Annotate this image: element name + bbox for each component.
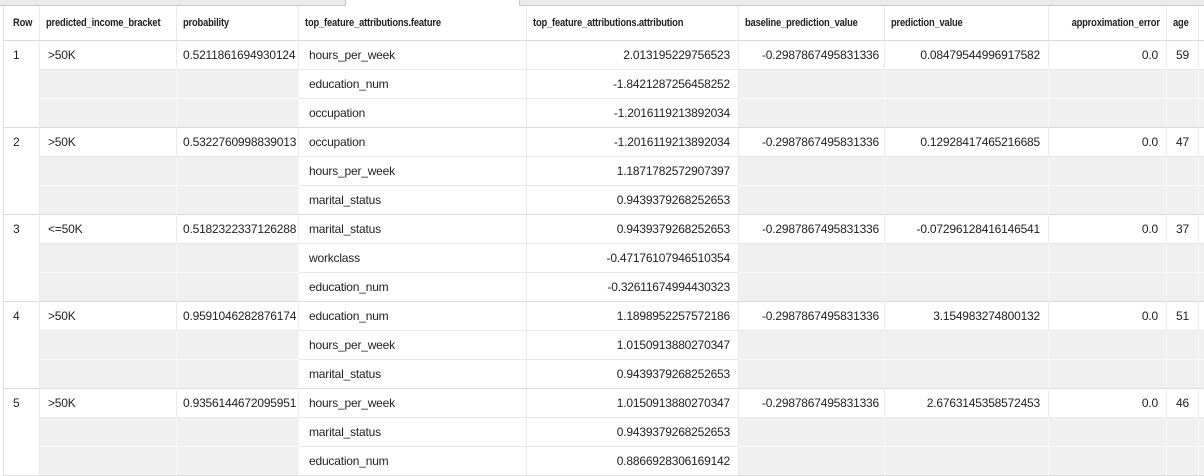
cell-predicted-income-bracket: >50K — [40, 389, 177, 418]
cell-overflow-sliver — [1199, 389, 1204, 418]
cell-age-null — [1167, 99, 1199, 128]
cell-prediction-null — [885, 331, 1049, 360]
cell-age-null — [1167, 273, 1199, 302]
cell-overflow-sliver — [1199, 215, 1204, 244]
cell-predicted-income-bracket-null — [40, 331, 177, 360]
header-feature — [299, 6, 527, 41]
cell-probability: 0.5322760998839013 — [177, 128, 299, 157]
cell-prediction-null — [885, 157, 1049, 186]
cell-attribution: 1.1898952257572186 — [527, 302, 739, 331]
cell-attribution: -0.47176107946510354 — [527, 244, 739, 273]
cell-probability-null — [177, 70, 299, 99]
cell-predicted-income-bracket-null — [40, 99, 177, 128]
cell-overflow-sliver — [1199, 99, 1204, 128]
table-body — [4, 41, 1204, 476]
cell-predicted-income-bracket: >50K — [40, 302, 177, 331]
cell-predicted-income-bracket-null — [40, 244, 177, 273]
cell-feature: workclass — [299, 244, 527, 273]
cell-baseline-prediction-value: -0.2987867495831336 — [739, 41, 885, 70]
cell-feature: education_num — [299, 302, 527, 331]
cell-baseline-null — [739, 157, 885, 186]
cell-row-number: 3 — [4, 215, 40, 302]
cell-attribution: -1.8421287256458252 — [527, 70, 739, 99]
cell-overflow-sliver — [1199, 41, 1204, 70]
cell-age-null — [1167, 244, 1199, 273]
cell-overflow-sliver — [1199, 70, 1204, 99]
cell-baseline-null — [739, 273, 885, 302]
cell-predicted-income-bracket-null — [40, 70, 177, 99]
header-label: prediction_value — [891, 17, 963, 29]
table-row — [4, 389, 1204, 418]
cell-overflow-sliver — [1199, 418, 1204, 447]
cell-feature: hours_per_week — [299, 389, 527, 418]
cell-approximation-error: 0.0 — [1049, 389, 1167, 418]
cell-prediction-value: 2.6763145358572453 — [885, 389, 1049, 418]
table-subrow — [4, 186, 1204, 215]
cell-probability-null — [177, 418, 299, 447]
table-subrow — [4, 70, 1204, 99]
table-subrow — [4, 99, 1204, 128]
cell-baseline-prediction-value: -0.2987867495831336 — [739, 215, 885, 244]
cell-row-number: 5 — [4, 389, 40, 476]
cell-approximation-error-null — [1049, 360, 1167, 389]
header-row — [4, 6, 40, 41]
table-row — [4, 302, 1204, 331]
cell-approximation-error-null — [1049, 273, 1167, 302]
cell-prediction-value: -0.07296128416146541 — [885, 215, 1049, 244]
cell-predicted-income-bracket: >50K — [40, 41, 177, 70]
cell-approximation-error: 0.0 — [1049, 128, 1167, 157]
cell-prediction-null — [885, 186, 1049, 215]
cell-overflow-sliver — [1199, 128, 1204, 157]
header-label: predicted_income_bracket — [46, 17, 161, 29]
cell-probability-null — [177, 331, 299, 360]
cell-attribution: -0.32611674994430323 — [527, 273, 739, 302]
cell-attribution: 2.013195229756523 — [527, 41, 739, 70]
cell-baseline-prediction-value: -0.2987867495831336 — [739, 128, 885, 157]
cell-probability: 0.5182322337126288 — [177, 215, 299, 244]
cell-feature: marital_status — [299, 360, 527, 389]
cell-baseline-null — [739, 331, 885, 360]
cell-prediction-null — [885, 244, 1049, 273]
cell-predicted-income-bracket-null — [40, 186, 177, 215]
cell-row-number: 2 — [4, 128, 40, 215]
cell-prediction-value: 0.08479544996917582 — [885, 41, 1049, 70]
cell-baseline-null — [739, 360, 885, 389]
cell-probability-null — [177, 360, 299, 389]
cell-predicted-income-bracket-null — [40, 273, 177, 302]
cell-probability-null — [177, 157, 299, 186]
header-approximation_error — [1049, 6, 1167, 41]
cell-age: 37 — [1167, 215, 1199, 244]
header-sliver — [1199, 6, 1204, 41]
cell-approximation-error-null — [1049, 99, 1167, 128]
cell-attribution: -1.2016119213892034 — [527, 128, 739, 157]
cell-attribution: 1.0150913880270347 — [527, 389, 739, 418]
cell-age-null — [1167, 418, 1199, 447]
table-subrow — [4, 331, 1204, 360]
header-label: probability — [183, 17, 229, 29]
header-label: age — [1173, 17, 1189, 29]
cell-age: 59 — [1167, 41, 1199, 70]
header-prediction_value — [885, 6, 1049, 41]
header-label: top_feature_attributions.attribution — [533, 17, 684, 29]
cell-feature: education_num — [299, 447, 527, 476]
cell-predicted-income-bracket-null — [40, 157, 177, 186]
cell-baseline-prediction-value: -0.2987867495831336 — [739, 302, 885, 331]
table-subrow — [4, 273, 1204, 302]
cell-row-number: 4 — [4, 302, 40, 389]
cell-probability-null — [177, 99, 299, 128]
header-label: top_feature_attributions.feature — [305, 17, 441, 29]
cell-age-null — [1167, 70, 1199, 99]
cell-predicted-income-bracket: <=50K — [40, 215, 177, 244]
cell-approximation-error: 0.0 — [1049, 215, 1167, 244]
cell-prediction-value: 0.12928417465216685 — [885, 128, 1049, 157]
cell-approximation-error: 0.0 — [1049, 302, 1167, 331]
cell-feature: education_num — [299, 273, 527, 302]
cell-baseline-null — [739, 418, 885, 447]
cell-predicted-income-bracket: >50K — [40, 128, 177, 157]
cell-overflow-sliver — [1199, 273, 1204, 302]
table-subrow — [4, 157, 1204, 186]
cell-baseline-prediction-value: -0.2987867495831336 — [739, 389, 885, 418]
cell-feature: occupation — [299, 128, 527, 157]
cell-age-null — [1167, 157, 1199, 186]
cell-predicted-income-bracket-null — [40, 360, 177, 389]
cell-attribution: -1.2016119213892034 — [527, 99, 739, 128]
cell-approximation-error-null — [1049, 70, 1167, 99]
cell-overflow-sliver — [1199, 360, 1204, 389]
cell-overflow-sliver — [1199, 302, 1204, 331]
cell-baseline-null — [739, 244, 885, 273]
table-subrow — [4, 418, 1204, 447]
header-label: baseline_prediction_value — [745, 17, 858, 29]
cell-overflow-sliver — [1199, 186, 1204, 215]
cell-approximation-error-null — [1049, 418, 1167, 447]
header-label: approximation_error — [1071, 17, 1160, 29]
cell-age-null — [1167, 331, 1199, 360]
cell-overflow-sliver — [1199, 157, 1204, 186]
cell-feature: marital_status — [299, 418, 527, 447]
cell-approximation-error: 0.0 — [1049, 41, 1167, 70]
cell-age: 47 — [1167, 128, 1199, 157]
header-age — [1167, 6, 1199, 41]
cell-age-null — [1167, 360, 1199, 389]
table-row — [4, 128, 1204, 157]
header-predicted_income_bracket — [40, 6, 177, 41]
cell-probability: 0.9591046282876174 — [177, 302, 299, 331]
cell-predicted-income-bracket-null — [40, 418, 177, 447]
cell-attribution: 1.1871782572907397 — [527, 157, 739, 186]
table-row — [4, 215, 1204, 244]
cell-probability-null — [177, 273, 299, 302]
cell-row-number: 1 — [4, 41, 40, 128]
cell-approximation-error-null — [1049, 244, 1167, 273]
cell-attribution: 0.8866928306169142 — [527, 447, 739, 476]
cell-attribution: 1.0150913880270347 — [527, 331, 739, 360]
cell-feature: education_num — [299, 70, 527, 99]
cell-age: 51 — [1167, 302, 1199, 331]
cell-prediction-null — [885, 99, 1049, 128]
cell-probability: 0.5211861694930124 — [177, 41, 299, 70]
cell-attribution: 0.9439379268252653 — [527, 215, 739, 244]
table-row — [4, 41, 1204, 70]
cell-baseline-null — [739, 186, 885, 215]
cell-feature: hours_per_week — [299, 41, 527, 70]
cell-baseline-null — [739, 70, 885, 99]
cell-attribution: 0.9439379268252653 — [527, 186, 739, 215]
table-subrow — [4, 244, 1204, 273]
cell-overflow-sliver — [1199, 244, 1204, 273]
table-header-row — [4, 6, 1204, 41]
header-label: Row — [13, 17, 33, 29]
cell-age-null — [1167, 186, 1199, 215]
table-subrow — [4, 360, 1204, 389]
header-probability — [177, 6, 299, 41]
cell-probability: 0.9356144672095951 — [177, 389, 299, 418]
cell-probability-null — [177, 244, 299, 273]
cell-attribution: 0.9439379268252653 — [527, 360, 739, 389]
cell-prediction-null — [885, 418, 1049, 447]
cell-feature: hours_per_week — [299, 331, 527, 360]
cell-baseline-null — [739, 99, 885, 128]
cell-prediction-null — [885, 273, 1049, 302]
cell-overflow-sliver — [1199, 331, 1204, 360]
query-results-table — [3, 6, 1204, 476]
header-attribution — [527, 6, 739, 41]
cell-prediction-null — [885, 70, 1049, 99]
cell-feature: hours_per_week — [299, 157, 527, 186]
cell-approximation-error-null — [1049, 157, 1167, 186]
cell-age: 46 — [1167, 389, 1199, 418]
cell-attribution: 0.9439379268252653 — [527, 418, 739, 447]
cell-feature: marital_status — [299, 215, 527, 244]
cell-probability-null — [177, 186, 299, 215]
cell-feature: marital_status — [299, 186, 527, 215]
cell-prediction-value: 3.154983274800132 — [885, 302, 1049, 331]
header-baseline_prediction_value — [739, 6, 885, 41]
cell-prediction-null — [885, 360, 1049, 389]
cell-approximation-error-null — [1049, 186, 1167, 215]
cell-feature: occupation — [299, 99, 527, 128]
cell-approximation-error-null — [1049, 331, 1167, 360]
